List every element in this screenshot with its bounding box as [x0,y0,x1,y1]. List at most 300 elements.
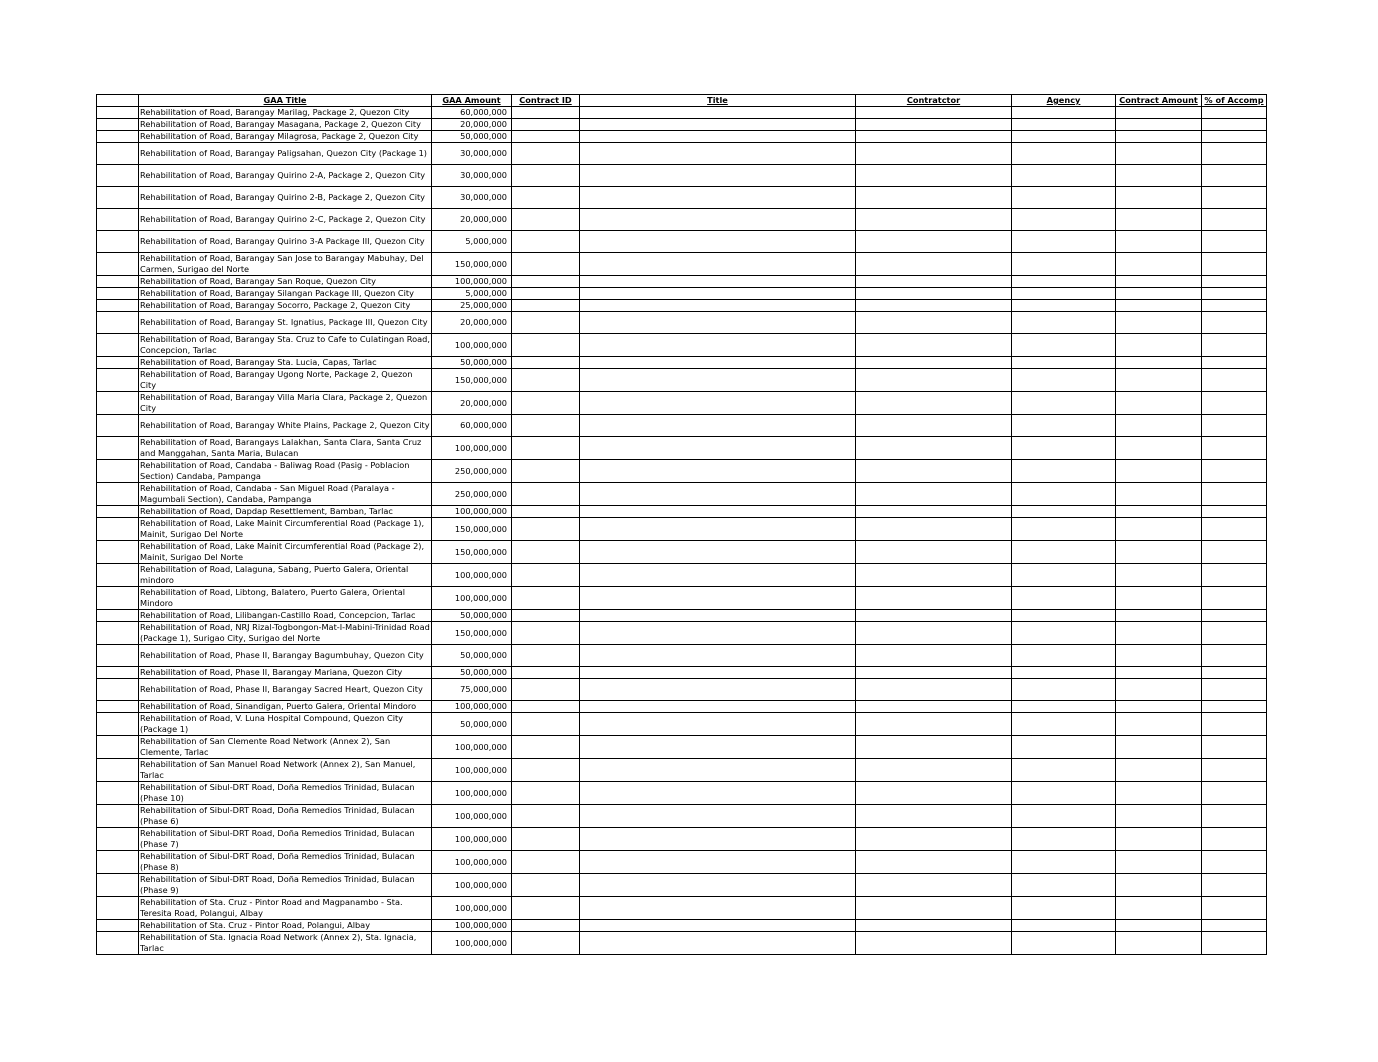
gaa-title-cell: Rehabilitation of San Clemente Road Network (Annex 2), San Clemente, Tarlac [139,736,432,759]
row-blank-cell [97,187,139,209]
table-row [97,645,1267,667]
contract-amount-cell [1116,667,1202,679]
contract-id-cell [512,300,580,312]
contract-amount-cell [1116,701,1202,713]
table-row [97,587,1267,610]
agency-cell [1012,312,1116,334]
gaa-amount-cell: 100,000,000 [432,932,512,955]
table-row [97,143,1267,165]
percent-accomp-cell [1202,851,1267,874]
contractor-cell [856,518,1012,541]
percent-accomp-cell [1202,312,1267,334]
contract-id-cell [512,667,580,679]
agency-cell [1012,932,1116,955]
row-blank-cell [97,759,139,782]
gaa-amount-cell: 50,000,000 [432,357,512,369]
gaa-title-cell: Rehabilitation of Road, Phase II, Barangay Sacred Heart, Quezon City [139,679,432,701]
agency-cell [1012,143,1116,165]
percent-accomp-cell [1202,610,1267,622]
percent-accomp-cell [1202,701,1267,713]
percent-accomp-cell [1202,119,1267,131]
percent-accomp-cell [1202,564,1267,587]
contract-id-cell [512,253,580,276]
title-cell [580,874,856,897]
percent-accomp-cell [1202,518,1267,541]
contract-id-cell [512,622,580,645]
gaa-amount-cell: 150,000,000 [432,518,512,541]
table-row [97,920,1267,932]
header-gaa-title: GAA Title [139,95,432,107]
contractor-cell [856,759,1012,782]
gaa-title-cell: Rehabilitation of Road, Barangay Paligsahan, Quezon City (Package 1) [139,143,432,165]
contract-amount-cell [1116,437,1202,460]
gaa-amount-cell: 50,000,000 [432,131,512,143]
contractor-cell [856,679,1012,701]
agency-cell [1012,357,1116,369]
gaa-title-cell: Rehabilitation of Road, Barangay White Plains, Package 2, Quezon City [139,415,432,437]
contract-amount-cell [1116,460,1202,483]
gaa-title-cell: Rehabilitation of Road, Barangay San Jose to Barangay Mabuhay, Del Carmen, Surigao del Norte [139,253,432,276]
contract-amount-cell [1116,357,1202,369]
contractor-cell [856,119,1012,131]
contract-id-cell [512,483,580,506]
header-contractor: Contratctor [856,95,1012,107]
contract-id-cell [512,541,580,564]
gaa-table [96,94,1267,955]
title-cell [580,805,856,828]
gaa-amount-cell: 25,000,000 [432,300,512,312]
title-cell [580,288,856,300]
percent-accomp-cell [1202,357,1267,369]
title-cell [580,334,856,357]
gaa-title-cell: Rehabilitation of Road, Candaba - San Miguel Road (Paralaya - Magumbali Section), Candaba, Pampanga [139,483,432,506]
contractor-cell [856,782,1012,805]
table-row [97,131,1267,143]
agency-cell [1012,276,1116,288]
header-agency: Agency [1012,95,1116,107]
title-cell [580,518,856,541]
agency-cell [1012,564,1116,587]
contract-id-cell [512,107,580,119]
contract-amount-cell [1116,288,1202,300]
row-blank-cell [97,587,139,610]
contract-amount-cell [1116,713,1202,736]
table-row [97,107,1267,119]
table-row [97,828,1267,851]
agency-cell [1012,851,1116,874]
contractor-cell [856,736,1012,759]
gaa-title-cell: Rehabilitation of Road, Barangay Sta. Lucia, Capas, Tarlac [139,357,432,369]
gaa-title-cell: Rehabilitation of Road, Dapdap Resettlement, Bamban, Tarlac [139,506,432,518]
table-row [97,622,1267,645]
contract-id-cell [512,165,580,187]
row-blank-cell [97,437,139,460]
contract-amount-cell [1116,828,1202,851]
row-blank-cell [97,932,139,955]
contract-amount-cell [1116,679,1202,701]
percent-accomp-cell [1202,288,1267,300]
percent-accomp-cell [1202,828,1267,851]
contractor-cell [856,460,1012,483]
contract-amount-cell [1116,506,1202,518]
contractor-cell [856,288,1012,300]
percent-accomp-cell [1202,253,1267,276]
contract-id-cell [512,312,580,334]
table-row [97,369,1267,392]
contract-id-cell [512,369,580,392]
contract-id-cell [512,920,580,932]
gaa-amount-cell: 100,000,000 [432,587,512,610]
agency-cell [1012,541,1116,564]
gaa-title-cell: Rehabilitation of Road, Libtong, Balatero, Puerto Galera, Oriental Mindoro [139,587,432,610]
row-blank-cell [97,506,139,518]
contract-id-cell [512,874,580,897]
contractor-cell [856,667,1012,679]
table-row [97,851,1267,874]
gaa-amount-cell: 100,000,000 [432,701,512,713]
gaa-amount-cell: 30,000,000 [432,165,512,187]
gaa-amount-cell: 20,000,000 [432,119,512,131]
title-cell [580,300,856,312]
row-blank-cell [97,165,139,187]
gaa-amount-cell: 100,000,000 [432,782,512,805]
row-blank-cell [97,312,139,334]
table-row [97,759,1267,782]
gaa-amount-cell: 100,000,000 [432,736,512,759]
agency-cell [1012,759,1116,782]
gaa-amount-cell: 250,000,000 [432,460,512,483]
row-blank-cell [97,828,139,851]
agency-cell [1012,518,1116,541]
agency-cell [1012,231,1116,253]
contractor-cell [856,897,1012,920]
table-row [97,392,1267,415]
gaa-amount-cell: 150,000,000 [432,541,512,564]
percent-accomp-cell [1202,645,1267,667]
percent-accomp-cell [1202,107,1267,119]
title-cell [580,587,856,610]
title-cell [580,312,856,334]
agency-cell [1012,369,1116,392]
gaa-title-cell: Rehabilitation of Sta. Cruz - Pintor Road and Magpanambo - Sta. Teresita Road, Polangui, Albay [139,897,432,920]
title-cell [580,483,856,506]
gaa-title-cell: Rehabilitation of Road, Lake Mainit Circumferential Road (Package 2), Mainit, Surigao Del Norte [139,541,432,564]
title-cell [580,736,856,759]
row-blank-cell [97,253,139,276]
gaa-title-cell: Rehabilitation of Road, Sinandigan, Puerto Galera, Oriental Mindoro [139,701,432,713]
header-contract-id: Contract ID [512,95,580,107]
table-row [97,701,1267,713]
row-blank-cell [97,610,139,622]
table-row [97,541,1267,564]
row-blank-cell [97,667,139,679]
table-row [97,300,1267,312]
table-row [97,312,1267,334]
contract-amount-cell [1116,165,1202,187]
contractor-cell [856,437,1012,460]
title-cell [580,107,856,119]
gaa-amount-cell: 250,000,000 [432,483,512,506]
contract-amount-cell [1116,143,1202,165]
gaa-title-cell: Rehabilitation of Sta. Cruz - Pintor Road, Polangui, Albay [139,920,432,932]
gaa-title-cell: Rehabilitation of Road, Barangay San Roque, Quezon City [139,276,432,288]
table-row [97,736,1267,759]
percent-accomp-cell [1202,622,1267,645]
contract-id-cell [512,564,580,587]
agency-cell [1012,667,1116,679]
table-row [97,231,1267,253]
gaa-amount-cell: 150,000,000 [432,622,512,645]
table-row [97,713,1267,736]
agency-cell [1012,437,1116,460]
agency-cell [1012,701,1116,713]
header-title: Title [580,95,856,107]
gaa-title-cell: Rehabilitation of Road, Barangay Quirino 2-B, Package 2, Quezon City [139,187,432,209]
gaa-amount-cell: 100,000,000 [432,564,512,587]
gaa-title-cell: Rehabilitation of Road, Barangay Marilag, Package 2, Quezon City [139,107,432,119]
percent-accomp-cell [1202,679,1267,701]
table-row [97,679,1267,701]
gaa-title-cell: Rehabilitation of Road, Barangay Quirino 2-A, Package 2, Quezon City [139,165,432,187]
title-cell [580,209,856,231]
gaa-amount-cell: 60,000,000 [432,415,512,437]
contract-id-cell [512,415,580,437]
contract-id-cell [512,645,580,667]
contract-id-cell [512,518,580,541]
agency-cell [1012,187,1116,209]
percent-accomp-cell [1202,667,1267,679]
contract-id-cell [512,897,580,920]
contract-id-cell [512,460,580,483]
title-cell [580,187,856,209]
contract-id-cell [512,392,580,415]
gaa-amount-cell: 30,000,000 [432,143,512,165]
agency-cell [1012,131,1116,143]
table-row [97,357,1267,369]
row-blank-cell [97,119,139,131]
percent-accomp-cell [1202,587,1267,610]
agency-cell [1012,506,1116,518]
percent-accomp-cell [1202,231,1267,253]
title-cell [580,610,856,622]
row-blank-cell [97,920,139,932]
contract-id-cell [512,209,580,231]
title-cell [580,131,856,143]
contractor-cell [856,932,1012,955]
agency-cell [1012,253,1116,276]
percent-accomp-cell [1202,369,1267,392]
gaa-title-cell: Rehabilitation of Road, Candaba - Baliwag Road (Pasig - Poblacion Section) Candaba, Pampanga [139,460,432,483]
gaa-title-cell: Rehabilitation of Road, V. Luna Hospital Compound, Quezon City (Package 1) [139,713,432,736]
row-blank-cell [97,518,139,541]
agency-cell [1012,119,1116,131]
table-row [97,506,1267,518]
table-row [97,932,1267,955]
contract-amount-cell [1116,209,1202,231]
contract-id-cell [512,143,580,165]
gaa-title-cell: Rehabilitation of Road, Barangays Lalakhan, Santa Clara, Santa Cruz and Manggahan, Santa Maria, Bulacan [139,437,432,460]
contract-id-cell [512,701,580,713]
percent-accomp-cell [1202,805,1267,828]
gaa-title-cell: Rehabilitation of Road, Barangay Sta. Cruz to Cafe to Culatingan Road, Concepcion, Tarlac [140,334,430,355]
header-percent-accomp: % of Accomp [1202,95,1267,107]
gaa-amount-cell: 50,000,000 [432,667,512,679]
row-blank-cell [97,805,139,828]
contractor-cell [856,506,1012,518]
contract-amount-cell [1116,392,1202,415]
contractor-cell [856,231,1012,253]
contract-id-cell [512,131,580,143]
agency-cell [1012,610,1116,622]
percent-accomp-cell [1202,736,1267,759]
contract-amount-cell [1116,415,1202,437]
gaa-title-cell: Rehabilitation of Road, Phase II, Barangay Bagumbuhay, Quezon City [139,645,432,667]
contractor-cell [856,165,1012,187]
title-cell [580,828,856,851]
contract-amount-cell [1116,874,1202,897]
title-cell [580,165,856,187]
percent-accomp-cell [1202,415,1267,437]
table-row [97,187,1267,209]
gaa-title-cell: Rehabilitation of Sibul-DRT Road, Doña Remedios Trinidad, Bulacan (Phase 6) [139,805,432,828]
contractor-cell [856,392,1012,415]
agency-cell [1012,165,1116,187]
contractor-cell [856,828,1012,851]
contractor-cell [856,805,1012,828]
contractor-cell [856,541,1012,564]
title-cell [580,541,856,564]
contractor-cell [856,300,1012,312]
row-blank-cell [97,392,139,415]
title-cell [580,392,856,415]
contractor-cell [856,209,1012,231]
title-cell [580,782,856,805]
agency-cell [1012,782,1116,805]
gaa-amount-cell: 150,000,000 [432,253,512,276]
agency-cell [1012,805,1116,828]
table-row [97,276,1267,288]
title-cell [580,679,856,701]
gaa-amount-cell: 100,000,000 [432,851,512,874]
gaa-amount-cell: 100,000,000 [432,920,512,932]
contract-amount-cell [1116,587,1202,610]
title-cell [580,759,856,782]
gaa-title-cell: Rehabilitation of Road, Phase II, Barangay Mariana, Quezon City [139,667,432,679]
agency-cell [1012,300,1116,312]
row-blank-cell [97,460,139,483]
table-row [97,483,1267,506]
title-cell [580,415,856,437]
contract-amount-cell [1116,897,1202,920]
title-cell [580,506,856,518]
contract-id-cell [512,506,580,518]
contract-amount-cell [1116,645,1202,667]
table-row [97,288,1267,300]
row-blank-cell [97,357,139,369]
contractor-cell [856,645,1012,667]
percent-accomp-cell [1202,932,1267,955]
contract-amount-cell [1116,312,1202,334]
contract-amount-cell [1116,187,1202,209]
agency-cell [1012,483,1116,506]
contract-id-cell [512,713,580,736]
gaa-amount-cell: 50,000,000 [432,645,512,667]
gaa-title-cell: Rehabilitation of Sibul-DRT Road, Doña Remedios Trinidad, Bulacan (Phase 7) [139,828,432,851]
table-row [97,165,1267,187]
contractor-cell [856,851,1012,874]
gaa-title-cell: Rehabilitation of Road, Barangay Ugong Norte, Package 2, Quezon City [139,369,432,392]
title-cell [580,851,856,874]
contract-id-cell [512,851,580,874]
row-blank-cell [97,564,139,587]
agency-cell [1012,288,1116,300]
gaa-title-cell: Rehabilitation of Road, Barangay Masagana, Package 2, Quezon City [139,119,432,131]
title-cell [580,667,856,679]
gaa-amount-cell: 100,000,000 [432,874,512,897]
title-cell [580,276,856,288]
gaa-title-cell: Rehabilitation of San Manuel Road Network (Annex 2), San Manuel, Tarlac [139,759,432,782]
gaa-title-cell: Rehabilitation of Road, Barangay Socorro, Package 2, Quezon City [139,300,432,312]
agency-cell [1012,897,1116,920]
header-contract-amount: Contract Amount [1116,95,1202,107]
row-blank-cell [97,276,139,288]
contract-id-cell [512,828,580,851]
gaa-title-cell: Rehabilitation of Road, Barangay Quirino 2-C, Package 2, Quezon City [139,209,432,231]
row-blank-cell [97,782,139,805]
row-blank-cell [97,131,139,143]
percent-accomp-cell [1202,874,1267,897]
gaa-amount-cell: 50,000,000 [432,610,512,622]
row-blank-cell [97,288,139,300]
contract-id-cell [512,610,580,622]
contract-amount-cell [1116,518,1202,541]
title-cell [580,143,856,165]
gaa-amount-cell: 100,000,000 [432,759,512,782]
agency-cell [1012,209,1116,231]
row-blank-cell [97,874,139,897]
table-row [97,805,1267,828]
percent-accomp-cell [1202,713,1267,736]
table-row [97,518,1267,541]
contract-amount-cell [1116,334,1202,357]
table-row [97,460,1267,483]
title-cell [580,437,856,460]
row-blank-cell [97,622,139,645]
row-blank-cell [97,851,139,874]
contract-amount-cell [1116,107,1202,119]
title-cell [580,713,856,736]
percent-accomp-cell [1202,334,1267,357]
row-blank-cell [97,483,139,506]
contract-amount-cell [1116,610,1202,622]
contract-id-cell [512,187,580,209]
contract-amount-cell [1116,920,1202,932]
gaa-amount-cell: 100,000,000 [432,437,512,460]
percent-accomp-cell [1202,143,1267,165]
table-row [97,253,1267,276]
gaa-amount-cell: 100,000,000 [432,334,512,357]
gaa-amount-cell: 20,000,000 [432,312,512,334]
agency-cell [1012,107,1116,119]
contractor-cell [856,713,1012,736]
contract-amount-cell [1116,564,1202,587]
header-blank [97,95,139,107]
gaa-title-cell: Rehabilitation of Road, Barangay Quirino 3-A Package III, Quezon City [139,231,432,253]
gaa-title-cell: Rehabilitation of Sibul-DRT Road, Doña Remedios Trinidad, Bulacan (Phase 10) [139,782,432,805]
contract-amount-cell [1116,759,1202,782]
contractor-cell [856,587,1012,610]
title-cell [580,460,856,483]
